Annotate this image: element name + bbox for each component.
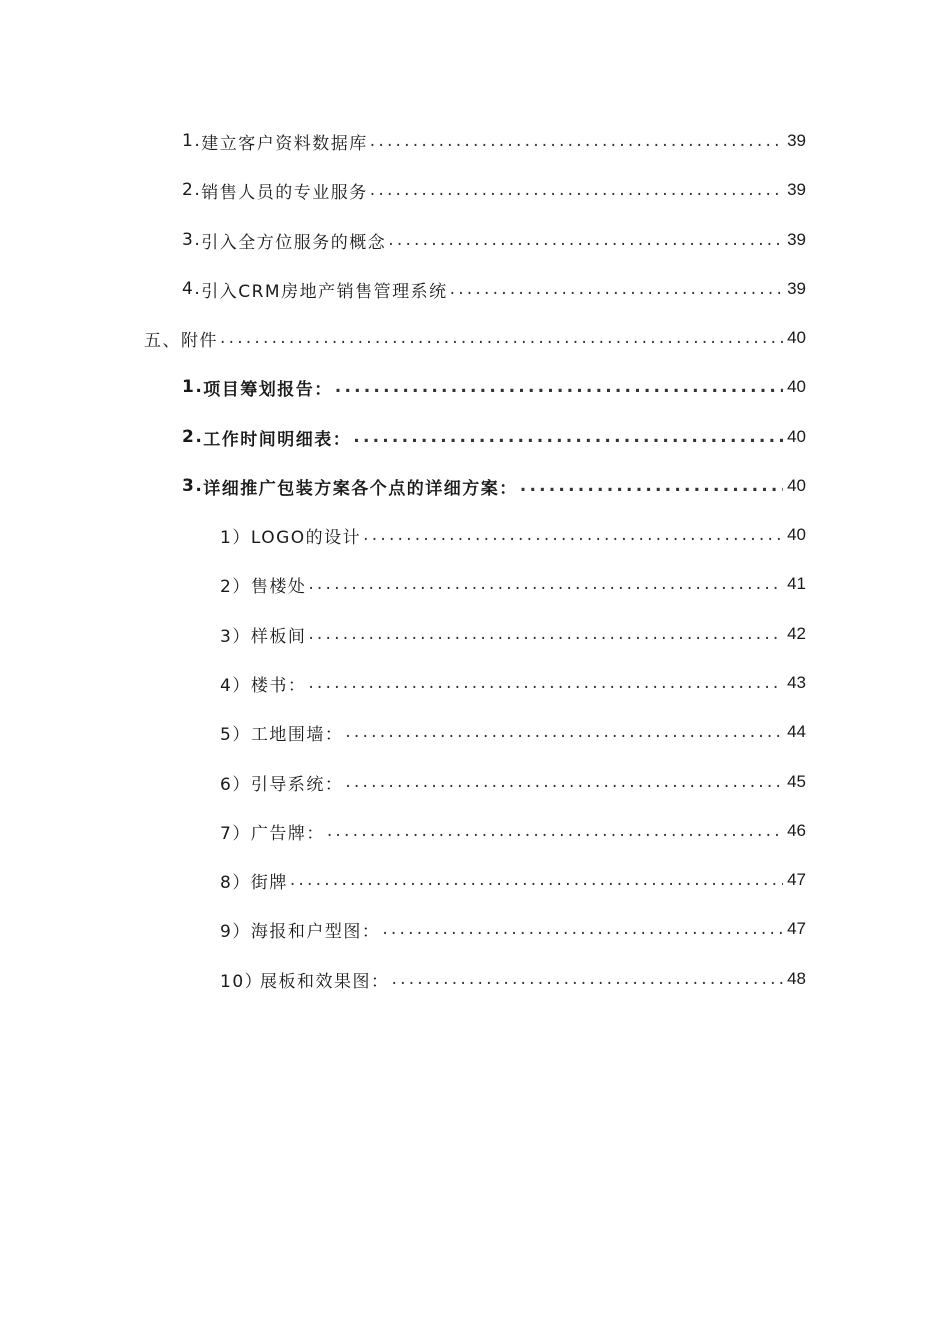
toc-entry[interactable] [182, 175, 806, 205]
toc-entry-number: 5） [220, 724, 251, 745]
dot-leader [345, 772, 783, 792]
toc-entry-title: 附件 [181, 330, 218, 351]
toc-entry[interactable] [182, 225, 806, 255]
toc-entry-page: 45 [787, 772, 806, 791]
toc-entry-number: 1. [182, 377, 204, 397]
toc-entry-page: 40 [787, 476, 806, 495]
toc-entry-title: 样板间 [250, 626, 307, 647]
toc-entry-page: 39 [787, 279, 806, 298]
toc-entry-page: 39 [787, 230, 806, 249]
dot-leader [370, 180, 783, 200]
toc-entry[interactable] [220, 767, 806, 797]
toc-entry[interactable] [182, 126, 806, 156]
dot-leader [388, 230, 783, 250]
toc-entry-number: 7） [220, 823, 251, 844]
toc-entry-page: 47 [787, 919, 806, 938]
dot-leader [308, 673, 783, 693]
toc-entry-title: 引入全方位服务的概念 [201, 232, 387, 253]
toc-entry-number: 4. [182, 279, 202, 299]
toc-entry[interactable] [182, 471, 806, 501]
toc-entry-title: 引导系统： [250, 774, 344, 795]
toc-entry-title: 展板和效果图： [260, 971, 390, 992]
toc-entry-number: 2. [182, 427, 204, 447]
toc-entry-page: 41 [787, 574, 806, 593]
toc-entry[interactable] [220, 668, 806, 698]
toc-entry-number: 五、 [144, 330, 181, 351]
toc-entry-number: 9） [220, 921, 251, 942]
toc-entry-number: 3） [220, 626, 251, 647]
toc-entry-page: 42 [787, 624, 806, 643]
toc-entry-page: 40 [787, 377, 806, 396]
toc-entry[interactable] [220, 619, 806, 649]
dot-leader [370, 131, 783, 151]
toc-entry-page: 39 [787, 180, 806, 199]
dot-leader [345, 722, 783, 742]
toc-entry-title: 销售人员的专业服务 [201, 182, 368, 203]
toc-entry-title: 楼书： [250, 675, 307, 696]
toc-entry-title: 售楼处 [250, 576, 307, 597]
toc-entry-title: 工地围墙： [250, 724, 344, 745]
toc-entry[interactable] [220, 865, 806, 895]
dot-leader [363, 525, 783, 545]
toc-entry[interactable] [182, 422, 806, 452]
toc-entry[interactable] [220, 816, 806, 846]
toc-entry-page: 40 [787, 328, 806, 347]
toc-entry-number: 2. [182, 180, 202, 200]
toc-entry-page: 39 [787, 131, 806, 150]
toc-entry-page: 40 [787, 427, 806, 446]
toc-entry-page: 47 [787, 870, 806, 889]
toc-entry-number: 8） [220, 872, 251, 893]
toc-entry-number: 3. [182, 230, 202, 250]
toc-entry-title: 海报和户型图： [250, 921, 381, 942]
toc-entry-number: 3. [182, 476, 204, 496]
toc-entry-title: 项目筹划报告： [203, 379, 333, 400]
dot-leader [450, 279, 783, 299]
toc-entry-number: 4） [220, 675, 251, 696]
toc-entry-page: 44 [787, 722, 806, 741]
dot-leader [308, 624, 783, 644]
toc-entry-title: 建立客户资料数据库 [201, 133, 368, 154]
dot-leader [520, 476, 783, 496]
toc-entry-title: 详细推广包装方案各个点的详细方案： [203, 478, 518, 499]
toc-entry-title: 街牌 [250, 872, 288, 893]
toc-entry[interactable] [182, 274, 806, 304]
toc-entry-page: 46 [787, 821, 806, 840]
dot-leader [353, 427, 783, 447]
toc-entry[interactable] [220, 569, 806, 599]
dot-leader [335, 377, 783, 397]
toc-entry-number: 1. [182, 131, 202, 151]
toc-entry-number: 6） [220, 774, 251, 795]
toc-entry[interactable] [220, 914, 806, 944]
toc-entry-title: 广告牌： [250, 823, 325, 844]
toc-entry-page: 40 [787, 525, 806, 544]
toc-entry-title: LOGO的设计 [250, 527, 362, 548]
toc-entry-page: 43 [787, 673, 806, 692]
toc-entry-page: 48 [787, 969, 806, 988]
dot-leader [290, 870, 783, 890]
toc-entry-number: 1） [220, 527, 251, 548]
toc-entry[interactable] [182, 372, 806, 402]
toc-entry-number: 2） [220, 576, 251, 597]
toc-entry[interactable] [220, 964, 806, 994]
toc-entry[interactable] [220, 520, 806, 550]
toc-entry-title: 工作时间明细表： [203, 429, 352, 450]
toc-entry-title: 引入CRM房地产销售管理系统 [201, 281, 448, 302]
dot-leader [392, 969, 784, 989]
toc-entry[interactable] [144, 323, 806, 353]
toc-entry[interactable] [220, 717, 806, 747]
toc-entry-number: 10） [220, 971, 264, 992]
dot-leader [220, 328, 783, 348]
dot-leader [327, 821, 783, 841]
dot-leader [382, 919, 783, 939]
dot-leader [308, 574, 783, 594]
